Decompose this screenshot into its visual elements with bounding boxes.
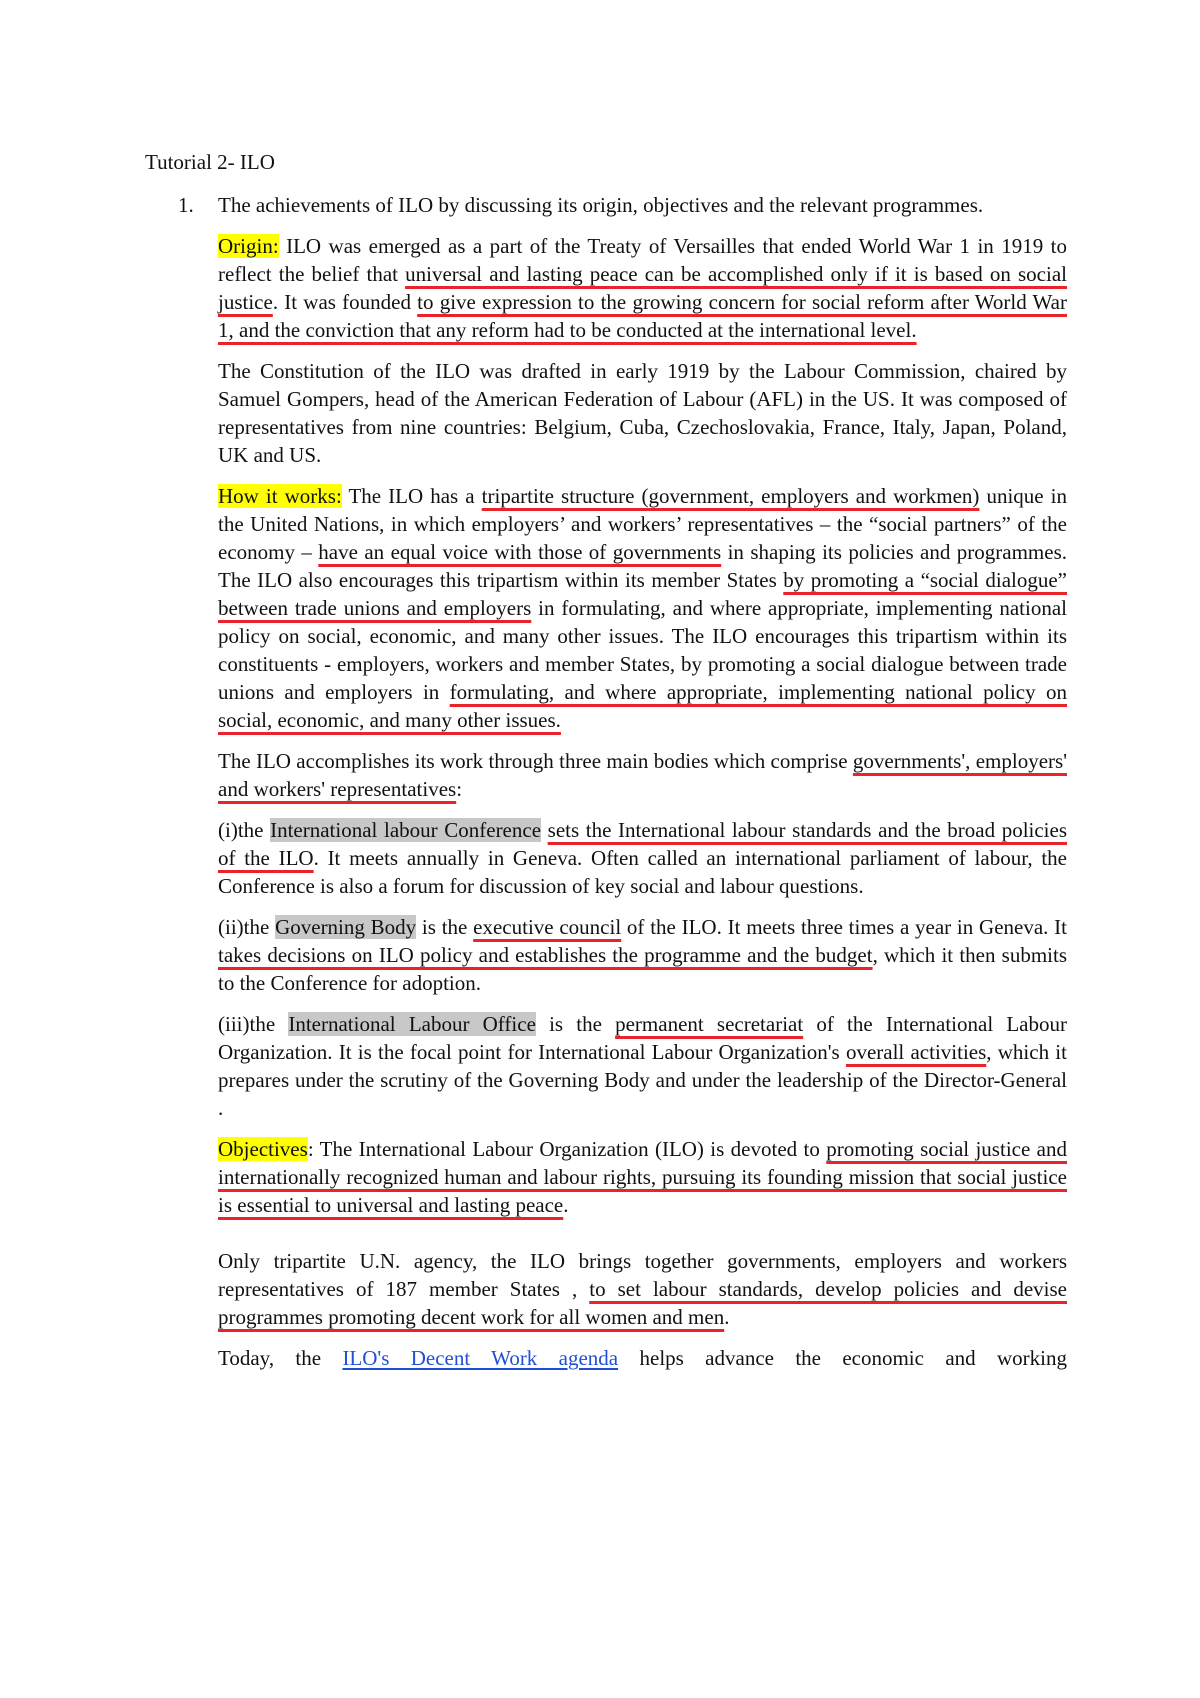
today-paragraph — [218, 1344, 1067, 1372]
how-text-1: The ILO has a — [341, 484, 482, 508]
obj-text-1: : The International Labour Organization (ILO) is devoted to — [307, 1137, 827, 1161]
origin-underline-1: universal and lasting peace can be accomplished only if it is based on social justice — [218, 262, 1067, 314]
gb-text-3: of the ILO. It meets three times a year in Geneva. It — [621, 915, 1067, 939]
decent-work-agenda-link[interactable]: ILO's Decent Work agenda — [342, 1346, 619, 1370]
document-title: Tutorial 2- ILO — [145, 150, 275, 174]
conf-highlight: International labour Conference — [270, 818, 542, 842]
conf-underline-1: sets the International labour standards and the broad policies of the ILO — [218, 818, 1068, 870]
item-number: 1. — [178, 193, 194, 217]
conf-text-3: . It meets annually in Geneva. Often called an international parliament of labour, the Conference is also a forum for discussion of key social and labour questions. — [218, 846, 1067, 898]
how-text-3: in shaping its policies and programmes. The ILO also encourages this tripartism within its member States — [218, 540, 1067, 592]
how-underline-2: have an equal voice with those of governments — [318, 540, 722, 564]
agency-text-2: . — [724, 1305, 730, 1329]
how-underline-4: formulating, and where appropriate, implementing national policy on social, economic, and many other issues. — [218, 680, 1068, 732]
obj-text-2: . — [563, 1193, 569, 1217]
gb-text-1: (ii)the — [218, 915, 276, 939]
objectives-label: Objectives — [218, 1137, 308, 1161]
gb-text-2: is the — [416, 915, 474, 939]
office-underline-2: overall activities — [845, 1040, 987, 1064]
gb-highlight: Governing Body — [275, 915, 417, 939]
today-text-2: helps advance the economic and working — [618, 1346, 1067, 1370]
office-text-4: , which it prepares under the scrutiny of the Governing Body and under the leadership of the Director-General . — [218, 1040, 1067, 1120]
conf-text-2 — [541, 818, 548, 842]
origin-underline-2: to give expression to the growing concern for social reform after World War 1, and the conviction that any reform had to be conducted at the international level. — [218, 290, 1067, 342]
agency-text-1: Only tripartite U.N. agency, the ILO brings together governments, employers and workers representatives of 187 member States , — [218, 1249, 1067, 1301]
how-underline-1: tripartite structure (government, employers and workmen) — [481, 484, 980, 508]
governing-body-paragraph — [218, 913, 1067, 997]
how-it-works-label: How it works: — [218, 484, 342, 508]
how-underline-3: by promoting a “social dialogue” between trade unions and employers — [218, 568, 1067, 620]
origin-label: Origin: — [218, 234, 279, 258]
office-text-2: is the — [535, 1012, 616, 1036]
origin-text-2: . It was founded — [272, 290, 418, 314]
bodies-underline-1: governments', employers' and workers' representatives — [218, 749, 1067, 801]
office-highlight: International Labour Office — [288, 1012, 536, 1036]
conference-paragraph — [218, 816, 1067, 900]
how-text-4: in formulating, and where appropriate, implementing national policy on social, economic, and many other issues. The ILO encourages this tripartism within its constituents - employers, workers and member States, by promoting a social dialogue between trade unions and employers in — [218, 596, 1067, 704]
how-text-2: unique in the United Nations, in which employers’ and workers’ representatives – the “social partners” of the economy – — [218, 484, 1067, 564]
tripartite-agency-paragraph — [218, 1247, 1067, 1331]
constitution-paragraph: The Constitution of the ILO was drafted in early 1919 by the Labour Commission, chaired by Samuel Gompers, head of the American Federation of Labour (AFL) in the US. It was composed of representatives from nine countries: Belgium, Cuba, Czechoslovakia, France, Italy, Japan, Poland, UK and US. — [218, 359, 1067, 467]
origin-paragraph — [218, 232, 1067, 344]
gb-text-4: , which it then submits to the Conference for adoption. — [218, 943, 1067, 995]
today-text-1: Today, the — [218, 1346, 343, 1370]
obj-underline-1: promoting social justice and internationally recognized human and labour rights, pursuing its founding mission that social justice is essential to universal and lasting peace — [218, 1137, 1067, 1217]
office-text-3: of the International Labour Organization. It is the focal point for International Labour Organization's — [218, 1012, 1067, 1064]
origin-text-1: ILO was emerged as a part of the Treaty of Versailles that ended World War 1 in 1919 to reflect the belief that — [218, 234, 1067, 286]
gb-underline-2: takes decisions on ILO policy and establishes the programme and the budget — [218, 943, 873, 967]
three-bodies-paragraph — [218, 747, 1067, 803]
office-underline-1: permanent secretariat — [615, 1012, 804, 1036]
bodies-text-2: : — [456, 777, 463, 801]
item-body — [218, 191, 1067, 1372]
gb-underline-1: executive council — [473, 915, 622, 939]
objectives-paragraph — [218, 1135, 1067, 1219]
how-it-works-paragraph — [218, 482, 1067, 734]
bodies-text-1: The ILO accomplishes its work through three main bodies which comprise — [218, 749, 853, 773]
labour-office-paragraph — [218, 1010, 1067, 1122]
office-text-1: (iii)the — [218, 1012, 289, 1036]
question-text: The achievements of ILO by discussing its origin, objectives and the relevant programmes. — [218, 193, 984, 217]
agency-underline-1: to set labour standards, develop policies and devise programmes promoting decent work for all women and men — [218, 1277, 1067, 1329]
conf-text-1: (i)the — [218, 818, 271, 842]
